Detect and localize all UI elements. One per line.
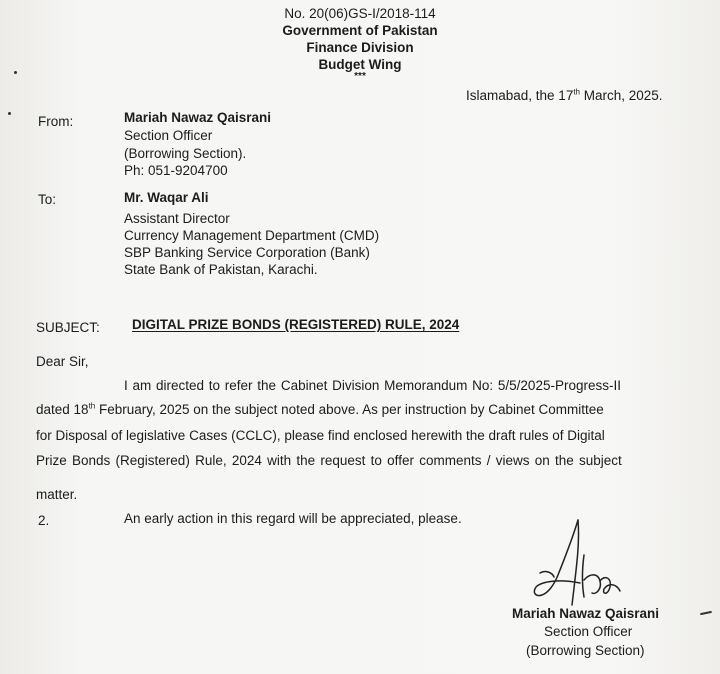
scan-speck	[14, 71, 17, 74]
body-line-4: Prize Bonds (Registered) Rule, 2024 with the request to offer comments / views on the subject	[36, 453, 622, 468]
date-line: Islamabad, the 17th March, 2025.	[466, 87, 663, 103]
to-name: Mr. Waqar Ali	[124, 190, 209, 205]
subject-label: SUBJECT:	[36, 320, 100, 335]
from-label: From:	[38, 114, 74, 129]
handwritten-signature	[520, 515, 640, 620]
to-label: To:	[38, 192, 57, 207]
signature-name: Mariah Nawaz Qaisrani	[512, 606, 660, 621]
salutation: Dear Sir,	[36, 354, 89, 369]
body-line-2: dated 18th February, 2025 on the subject noted above. As per instruction by Cabinet Committee	[36, 401, 604, 417]
from-designation: Section Officer	[124, 128, 213, 143]
to-corporation: SBP Banking Service Corporation (Bank)	[124, 245, 370, 260]
body-line-1: I am directed to refer the Cabinet Division Memorandum No: 5/5/2025-Progress-II	[124, 378, 621, 393]
from-name: Mariah Nawaz Qaisrani	[124, 110, 272, 125]
reference-number: No. 20(06)GS-I/2018-114	[284, 6, 436, 21]
subject-text: DIGITAL PRIZE BONDS (REGISTERED) RULE, 2024	[132, 317, 460, 332]
header-stars: ***	[354, 71, 366, 82]
to-bank: State Bank of Pakistan, Karachi.	[124, 262, 318, 277]
signature-designation: Section Officer	[544, 624, 633, 639]
paragraph-2-number: 2.	[38, 513, 50, 528]
scan-speck	[8, 112, 11, 115]
to-department: Currency Management Department (CMD)	[124, 228, 380, 243]
from-section: (Borrowing Section).	[124, 146, 247, 161]
paragraph-2-text: An early action in this regard will be appreciated, please.	[124, 511, 462, 526]
wing-heading: Budget Wing	[318, 57, 402, 72]
to-designation: Assistant Director	[124, 211, 230, 226]
division-heading: Finance Division	[306, 40, 414, 55]
from-phone: Ph: 051-9204700	[124, 163, 228, 178]
body-line-3: for Disposal of legislative Cases (CCLC), please find enclosed herewith the draft rules of Digital	[36, 428, 605, 443]
scan-mark	[700, 611, 712, 615]
signature-section: (Borrowing Section)	[526, 643, 645, 658]
body-line-5: matter.	[36, 487, 78, 502]
government-heading: Government of Pakistan	[282, 23, 438, 38]
